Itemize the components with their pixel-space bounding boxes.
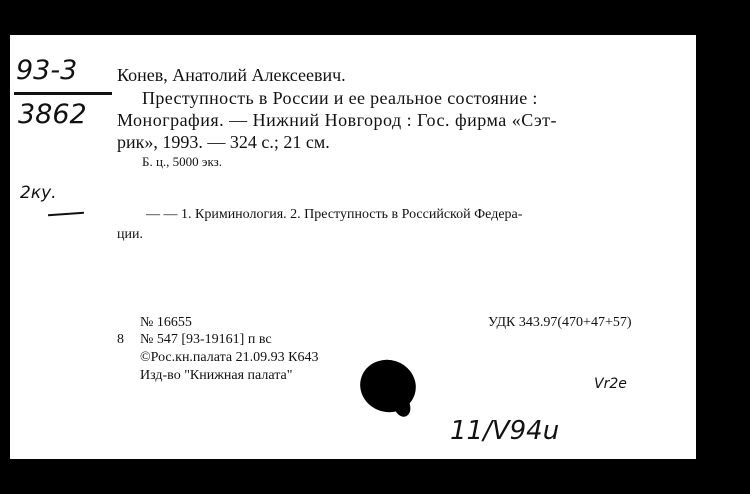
handwritten-note-left: 2ку. xyxy=(20,183,57,203)
book-chamber-stamp: ©Рос.кн.палата 21.09.93 К643 xyxy=(140,350,319,365)
udc-classification: УДК 343.97(470+47+57) xyxy=(488,315,632,330)
handwritten-note-right: Vr2e xyxy=(594,376,627,392)
subject-headings-line-2: ции. xyxy=(117,227,143,242)
copies-count: 8 xyxy=(117,332,124,347)
title-line-1: Преступность в России и ее реальное состояние : xyxy=(142,88,538,108)
call-number-divider xyxy=(14,92,112,95)
subject-headings-line-1: — — 1. Криминология. 2. Преступность в Российской Федера- xyxy=(146,207,523,222)
order-number: № 547 [93-19161] п вс xyxy=(140,332,272,347)
record-number: № 16655 xyxy=(140,315,192,330)
publisher-line: Изд-во "Книжная палата" xyxy=(140,368,293,383)
catalog-card xyxy=(10,35,696,459)
call-number-bottom: 3862 xyxy=(18,99,87,130)
handwritten-date-note: 11/Ⅴ94u xyxy=(450,416,560,446)
ink-blot xyxy=(353,353,422,420)
author-heading: Конев, Анатолий Алексеевич. xyxy=(117,65,346,85)
title-line-3: рик», 1993. — 324 с.; 21 см. xyxy=(117,132,330,152)
call-number-top: 93-3 xyxy=(16,55,78,86)
title-line-2: Монография. — Нижний Новгород : Гос. фирма «Сэт- xyxy=(117,110,558,130)
price-and-print-run: Б. ц., 5000 экз. xyxy=(142,154,223,169)
handwritten-stroke xyxy=(48,212,84,217)
